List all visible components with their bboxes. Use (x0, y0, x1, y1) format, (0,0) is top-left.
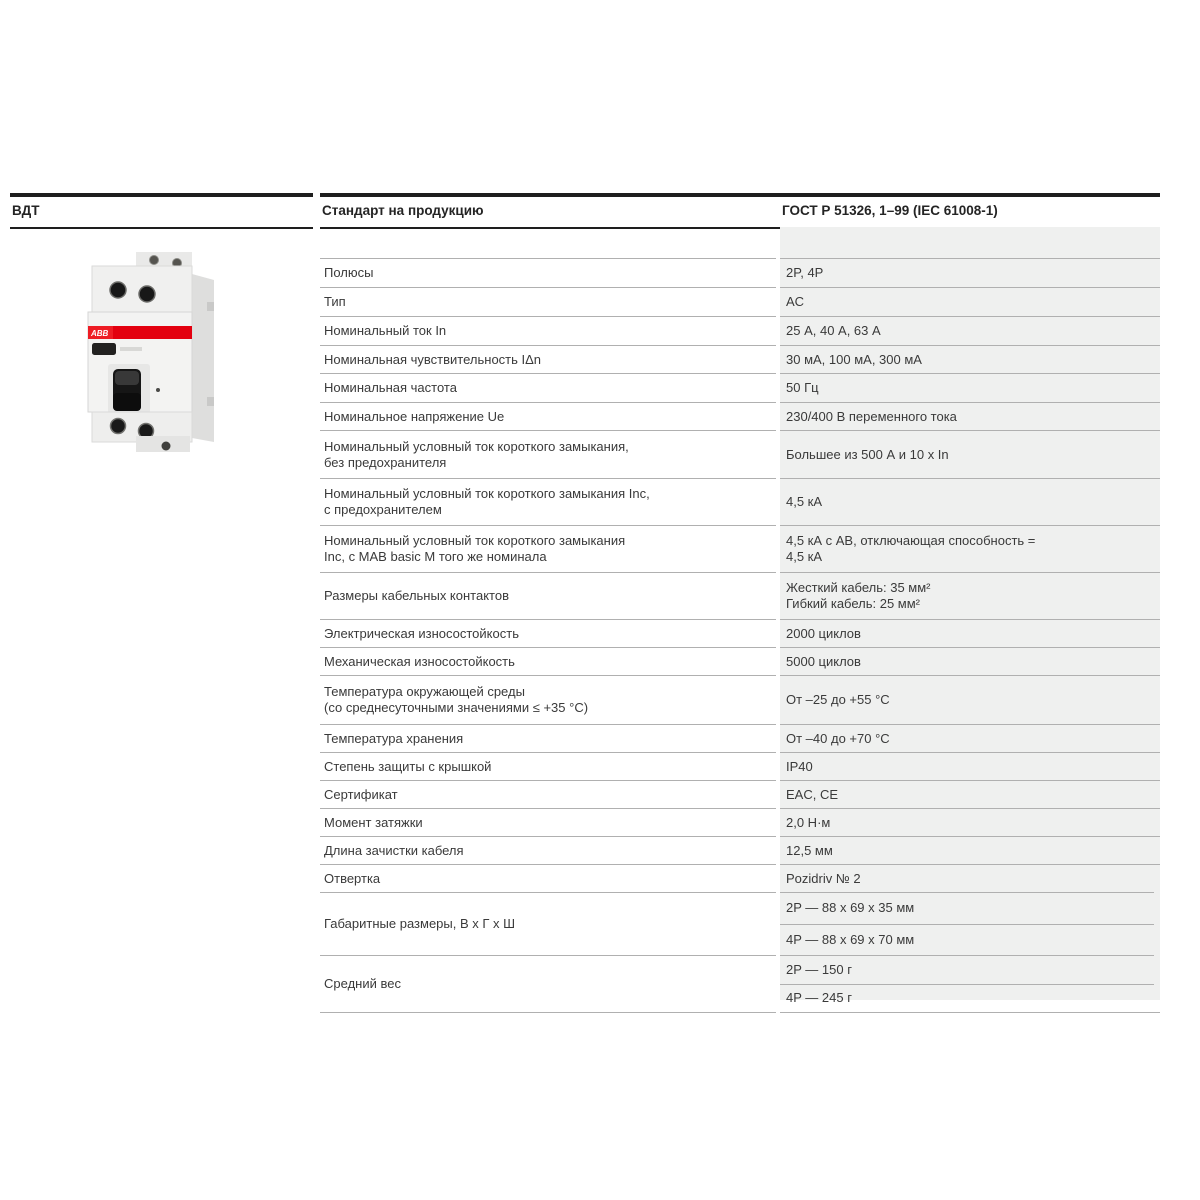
param-value: От –40 до +70 °C (780, 724, 1160, 752)
param-label: Средний вес (320, 955, 776, 1012)
param-label: Температура хранения (320, 724, 776, 752)
label-line: Номинальный условный ток короткого замыкания Inc, (324, 486, 650, 501)
param-label: Номинальное напряжение Ue (320, 402, 776, 430)
param-label (320, 478, 776, 525)
table-row (320, 525, 1160, 572)
table-row (320, 316, 1160, 345)
param-label: Длина зачистки кабеля (320, 836, 776, 864)
column-header-standard: ГОСТ Р 51326, 1–99 (IEC 61008-1) (782, 203, 998, 218)
param-value: 30 мА, 100 мА, 300 мА (780, 345, 1160, 373)
param-value: 4,5 кА (780, 478, 1160, 525)
param-label (320, 430, 776, 478)
param-value: EAC, CE (780, 780, 1160, 808)
bottom-screw-icon (162, 442, 171, 451)
toggle-lower (113, 393, 141, 411)
value-line: 4,5 кА с АВ, отключающая способность = (786, 533, 1036, 548)
label-line: Температура окружающей среды (324, 684, 525, 699)
value-line: Жесткий кабель: 35 мм² (786, 580, 931, 595)
param-label: Габаритные размеры, В х Г х Ш (320, 892, 776, 955)
bottom-screw-icon (111, 419, 126, 434)
section-header-right (320, 193, 1160, 229)
param-label: Номинальная чувствительность IΔn (320, 345, 776, 373)
param-label: Тип (320, 287, 776, 316)
table-row (320, 864, 1160, 892)
param-value: 2,0 Н·м (780, 808, 1160, 836)
param-value: Большее из 500 А и 10 x In (780, 430, 1160, 478)
table-row (320, 780, 1160, 808)
param-value (780, 525, 1160, 572)
table-row (320, 619, 1160, 647)
section-title: ВДТ (12, 203, 40, 218)
table-row (320, 478, 1160, 525)
label-text-placeholder (120, 347, 142, 351)
table-row (320, 675, 1160, 724)
param-value (780, 572, 1160, 619)
table-row (320, 724, 1160, 752)
table-row (320, 572, 1160, 619)
sub-value: 4P — 245 г (780, 984, 1154, 1013)
sub-value: 2P — 88 x 69 x 35 мм (786, 900, 915, 916)
param-label: Отвертка (320, 864, 776, 892)
param-label: Электрическая износостойкость (320, 619, 776, 647)
din-notch-bottom (207, 397, 214, 406)
table-row (320, 955, 1160, 1012)
param-value: 50 Гц (780, 373, 1160, 402)
terminal-screw-icon (139, 286, 155, 302)
table-bottom-border (320, 1012, 1160, 1013)
label-line: (со среднесуточными значениями ≤ +35 °C) (324, 700, 589, 715)
table-row (320, 373, 1160, 402)
value-line: Гибкий кабель: 25 мм² (786, 596, 920, 611)
param-label: Момент затяжки (320, 808, 776, 836)
spec-table (320, 227, 1160, 1006)
param-value: 5000 циклов (780, 647, 1160, 675)
param-label: Степень защиты с крышкой (320, 752, 776, 780)
table-row (320, 647, 1160, 675)
test-button (92, 343, 116, 355)
param-value: 25 А, 40 А, 63 А (780, 316, 1160, 345)
table-row (320, 752, 1160, 780)
param-value: Pozidriv № 2 (780, 864, 1160, 892)
table-row (320, 836, 1160, 864)
device-side (192, 274, 214, 442)
label-line: с предохранителем (324, 502, 442, 517)
param-label: Полюсы (320, 258, 776, 287)
label-line: Inc, с MAB basic M того же номинала (324, 549, 547, 564)
param-value: От –25 до +55 °C (780, 675, 1160, 724)
table-row (320, 808, 1160, 836)
param-label: Номинальная частота (320, 373, 776, 402)
table-row (320, 258, 1160, 287)
param-value: 12,5 мм (780, 836, 1160, 864)
top-screw-icon (150, 256, 159, 265)
param-value: 2P, 4P (780, 258, 1160, 287)
sub-value: 4P — 88 x 69 x 70 мм (780, 924, 1154, 956)
param-label: Механическая износостойкость (320, 647, 776, 675)
table-row (320, 402, 1160, 430)
param-label (320, 675, 776, 724)
param-value: AC (780, 287, 1160, 316)
label-line: без предохранителя (324, 454, 447, 470)
table-row (320, 430, 1160, 478)
param-label: Размеры кабельных контактов (320, 572, 776, 619)
table-row (320, 892, 1160, 955)
param-label (320, 525, 776, 572)
value-line: 4,5 кА (786, 549, 823, 564)
indicator-pin (156, 388, 160, 392)
label-line: Номинальный условный ток короткого замыкания, (324, 438, 629, 454)
toggle-highlight (115, 371, 139, 385)
section-header-left (10, 193, 313, 229)
abb-logo: ABB (91, 329, 109, 338)
terminal-screw-icon (110, 282, 126, 298)
param-value: 230/400 В переменного тока (780, 402, 1160, 430)
din-notch-top (207, 302, 214, 311)
table-row (320, 287, 1160, 316)
param-value (780, 955, 1154, 1012)
label-line: Номинальный условный ток короткого замыкания (324, 533, 626, 548)
param-label: Номинальный ток In (320, 316, 776, 345)
param-value: 2000 циклов (780, 619, 1160, 647)
param-label: Сертификат (320, 780, 776, 808)
product-photo (84, 250, 226, 458)
param-value: IP40 (780, 752, 1160, 780)
sub-value: 2P — 150 г (786, 961, 852, 977)
table-row (320, 345, 1160, 373)
param-value (780, 892, 1154, 955)
column-header-parameter: Стандарт на продукцию (322, 203, 484, 218)
